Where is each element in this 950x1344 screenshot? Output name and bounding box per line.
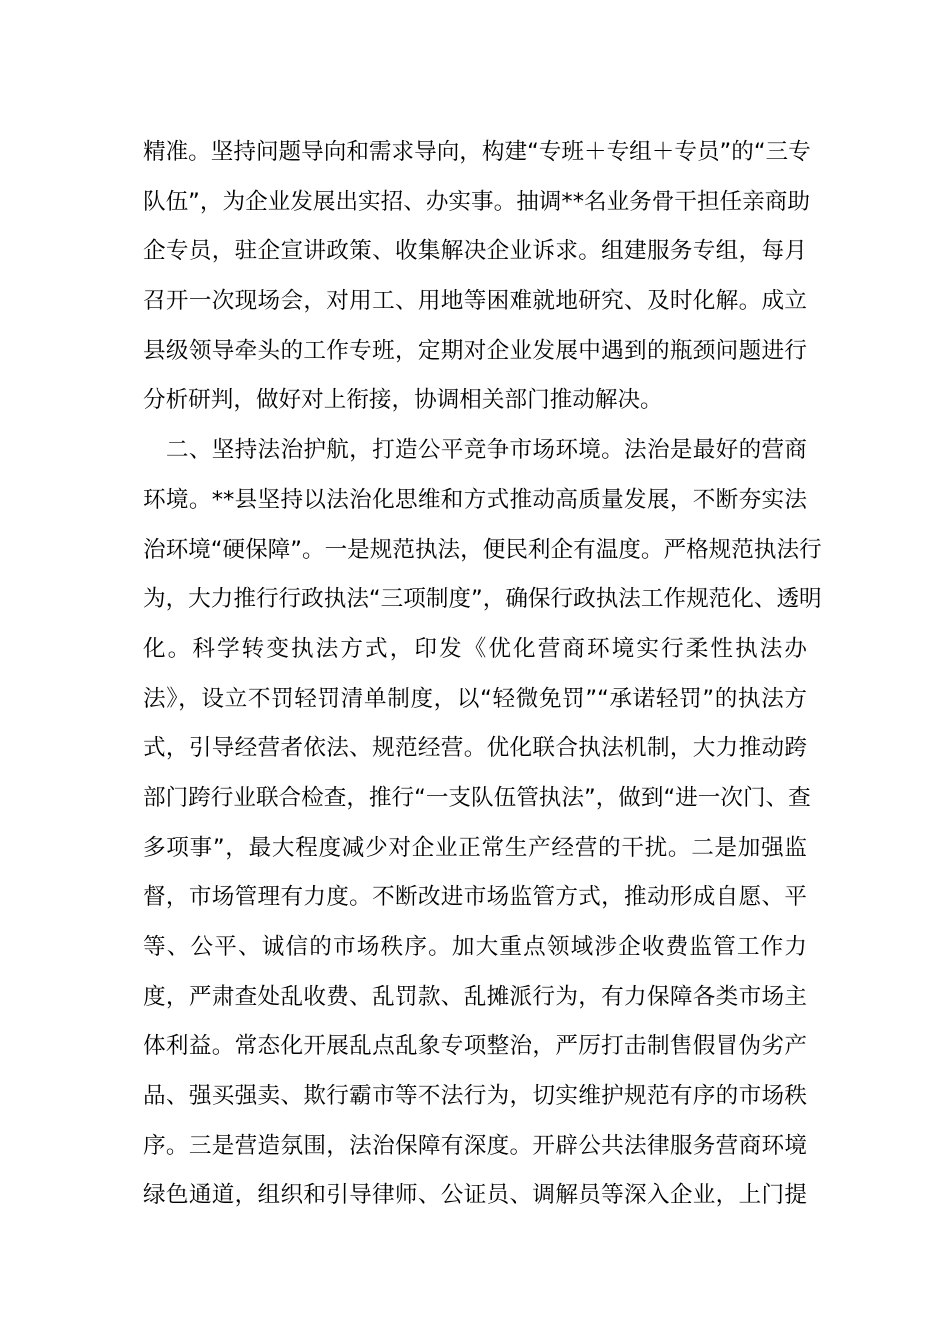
paragraph-1: [143, 128, 811, 426]
text-line: 精准。坚持问题导向和需求导向，构建“专班＋专组＋专员”的“三专: [143, 139, 811, 165]
text-line: 二、坚持法治护航，打造公平竞争市场环境。法治是最好的营商: [143, 437, 807, 464]
document-body: [143, 128, 822, 1221]
text-line: 序。三是营造氛围，法治保障有深度。开辟公共法律服务营商环境: [143, 1132, 807, 1159]
text-line: 为，大力推行行政执法“三项制度”，确保行政执法工作规范化、透明: [143, 586, 822, 613]
text-line: 化。科学转变执法方式，印发《优化营商环境实行柔性执法办: [143, 635, 807, 662]
text-line: 法》，设立不罚轻罚清单制度，以“轻微免罚”“承诺轻罚”的执法方: [143, 685, 807, 712]
text-line: 分析研判，做好对上衔接，协调相关部门推动解决。: [143, 387, 663, 414]
text-line: 部门跨行业联合检查，推行“一支队伍管执法”，做到“进一次门、查: [143, 784, 811, 811]
text-line: 县级领导牵头的工作专班，定期对企业发展中遇到的瓶颈问题进行: [143, 337, 807, 364]
text-line: 治环境“硬保障”。一是规范执法，便民利企有温度。严格规范执法行: [143, 536, 822, 563]
text-line: 绿色通道，组织和引导律师、公证员、调解员等深入企业，上门提: [143, 1182, 807, 1209]
text-line: 等、公平、诚信的市场秩序。加大重点领域涉企收费监管工作力: [143, 934, 807, 960]
text-line: 品、强买强卖、欺行霸市等不法行为，切实维护规范有序的市场秩: [143, 1083, 807, 1110]
text-line: 队伍”，为企业发展出实招、办实事。抽调**名业务骨干担任亲商助: [143, 188, 810, 215]
text-line: 环境。**县坚持以法治化思维和方式推动高质量发展，不断夯实法: [143, 486, 807, 513]
text-line: 企专员，驻企宣讲政策、收集解决企业诉求。组建服务专组，每月: [143, 238, 807, 265]
text-line: 体利益。常态化开展乱点乱象专项整治，严厉打击制售假冒伪劣产: [143, 1033, 807, 1060]
text-line: 召开一次现场会，对用工、用地等困难就地研究、及时化解。成立: [143, 288, 807, 315]
text-line: 多项事”，最大程度减少对企业正常生产经营的干扰。二是加强监: [143, 834, 807, 861]
paragraph-2: [143, 426, 822, 1221]
text-line: 度，严肃查处乱收费、乱罚款、乱摊派行为，有力保障各类市场主: [143, 983, 807, 1010]
text-line: 督，市场管理有力度。不断改进市场监管方式，推动形成自愿、平: [143, 884, 807, 911]
text-line: 式，引导经营者依法、规范经营。优化联合执法机制，大力推动跨: [143, 735, 807, 762]
